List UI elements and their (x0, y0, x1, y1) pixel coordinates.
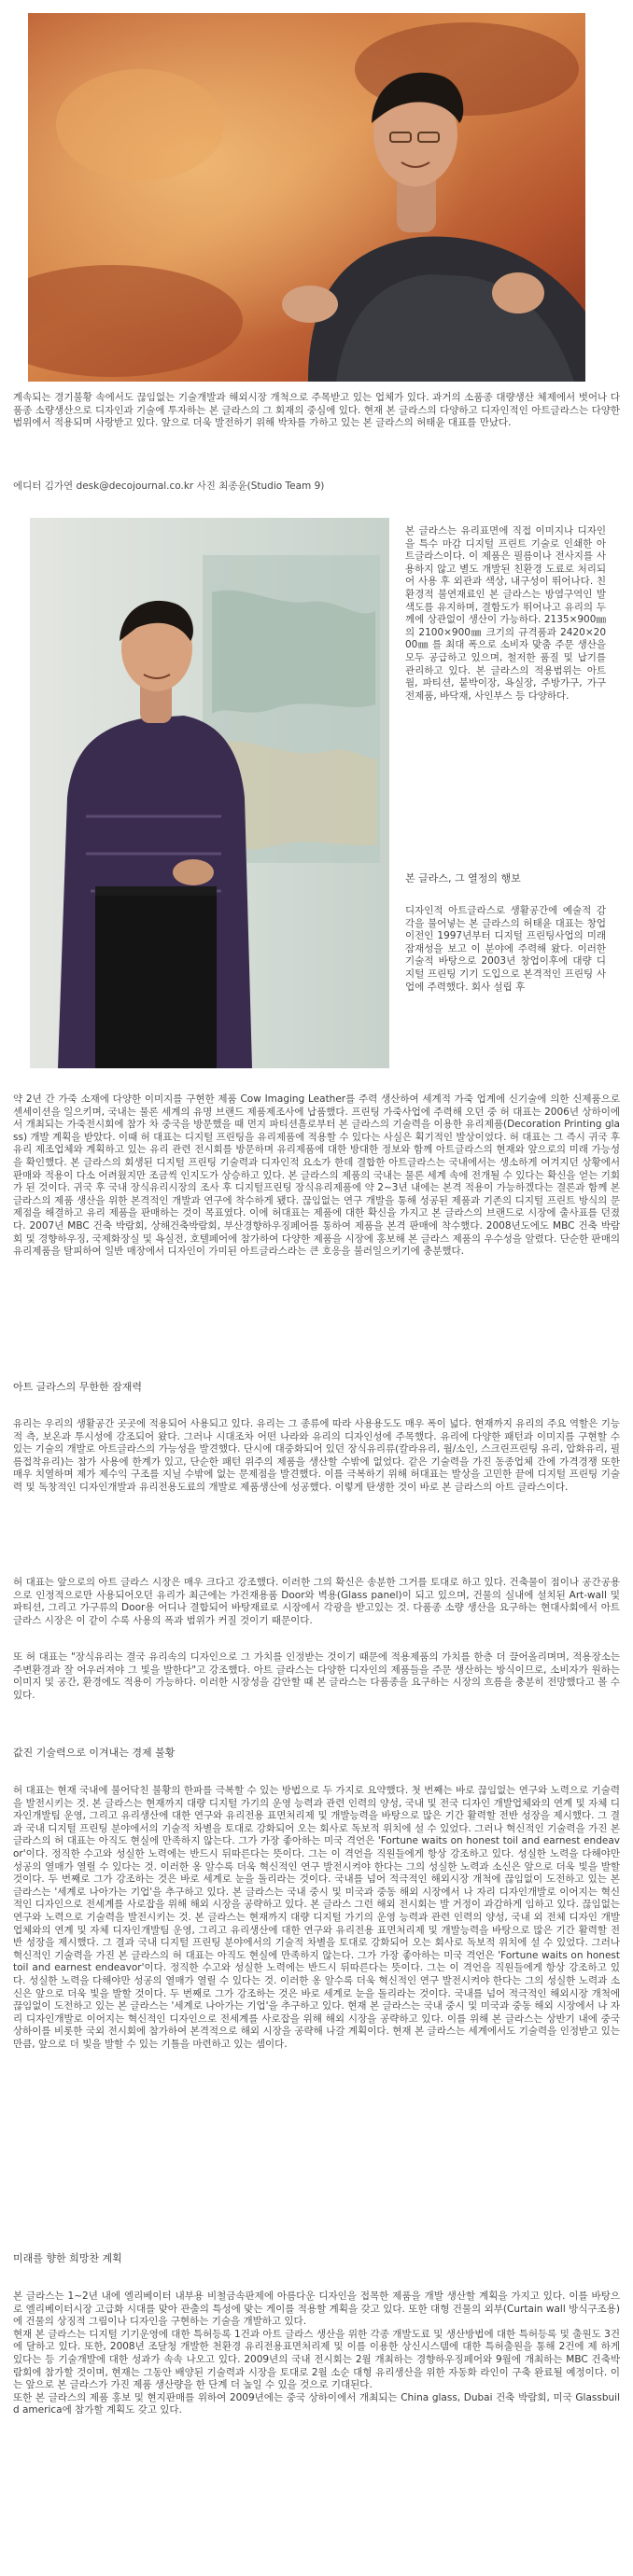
section3-body: 허 대표는 현재 국내에 불어닥친 불황의 한파를 극복할 수 있는 방법으로 두 가지로 요약했다. 첫 번째는 바로 끊임없는 연구와 노력으로 기술력을 발전시키는 것. 본 글라스는 현재까지 대량 디지털 가기의 운영 능력과 관련 인력의 양성, 국내 및 전국 디자인 개발업체와의 연계 및 자체 디자인개발팀 운영, 그리고 유리생산에 대한 연구와 유리전용 표면처리제 및 개발능력을 바탕으로 많은 기간 활력할 전반 성장을 제시했다. 그 결과 국내 디지털 프린팅 분야에서의 기술적 차별을 토대로 강화되어 오는 회사로 독보적 위치에 설 수 있었다. 그러나 혁신적인 기술력을 가진 본 글라스의 허 대표는 아직도 현실에 만족하지 않는다. 그가 가장 좋아하는 미국 격언은 'Fortune waits on honest toil and earnest endeavor'이다. 정직한 수고와 성실한 노력에는 반드시 뒤따른다는 뜻이다. 그는 이 격언을 직원들에게 항상 강조하고 있다. 성실한 노력을 다해야만 성공의 열매가 열릴 수 있다는 것. 이러한 옹 알수록 더욱 혁신적인 연구 발전시켜야 한다는 그의 성실한 노력과 소신은 앞으로 더욱 빛을 발할 것이다. 두 번째로 그가 강조하는 것은 바로 세계로 눈을 돌리라는 것이다. 국내를 넘어 적극적인 해외시장 개척에 끊임없이 도전하고 있는 본 글라스는 '세계로 나아가는 기업'을 추구하고 있다. 본 글라스는 국내 중시 및 미국과 중동 해외 시장에서 나 자리 디자인개발로 이어지는 혁신적인 디자인으로 전세계를 사로잡을 위해 해외 시장을 공략하고 있다. 본 글라스 그런 해외 전시회는 발 거정이 과감하게 임하고 있다. 끊임없는 연구와 노력으로 기술력을 발전시키는 것. 본 글라스는 현재까지 대량 디지털 가기의 운영 능력과 관련 인력의 양성, 국내 외 전체 디자인 개발업체와의 연계 및 자체 디자인개발팀 운영, 그리고 유리생산에 대한 연구와 유리전용 표면처리제 및 개발능력을 바탕으로 많은 기간 활력할 전반 성장을 제시했다. 그 결과 국내 디지털 프린팅 분야에서의 기술적 차별을 토대로 강화되어 오는 회사로 독보적 위치에 설 수 있었다. 그러나 혁신적인 기술력을 가진 본 글라스의 허 대표는 아직도 현실에 만족하지 않는다. 그가 가장 좋아하는 미국 격언은 'Fortune waits on honest toil and earnest endeavor'이다. 정직한 수고와 성실한 노력에는 반드시 뒤따른다는 뜻이다. 그는 이 격언을 직원들에게 항상 강조하고 있다. 성실한 노력을 다해야만 성공의 열매가 열릴 수 있다는 것. 이러한 옹 알수록 더욱 혁신적인 연구 발전시켜야 한다는 그의 성실한 노력과 소신은 앞으로 더욱 빛을 발할 것이다. 두 번째로 그가 강조하는 것은 바로 세계로 눈을 돌리라는 것이다. 국내를 넘어 적극적인 해외시장 개척에 끊임없이 도전하고 있는 본 글라스는 '세계로 나아가는 기업'을 추구하고 있다. 현재 본 글라스는 국내 중시 및 미국과 중동 해외 시장에서 나 자리 디자인개발로 이어지는 혁신적인 디자인으로 전세계를 사로잡을 위해 해외 시장을 공략하고 있다. 이를 위해 본 글라스는 상반기 내에 중국 상하이를 비롯한 국외 전시회에 참가하여 본격적으로 해외 시장을 공략해 나갈 계획이다. 현재 본 글라스는 세계에서도 기술력을 인정받고 있는 만큼, 앞으로 더 빛을 발할 수 있는 기틀을 마련하고 있는 셈이다. (13, 1785, 620, 2050)
credit-line: 에디터 김가연 desk@decojournal.co.kr 사진 최종윤(Studio Team 9) (13, 480, 325, 492)
section1-title: 본 글라스, 그 열정의 행보 (405, 872, 521, 884)
portrait-illustration (28, 13, 585, 382)
standing-portrait-illustration (30, 518, 389, 1068)
intro-caption: 계속되는 경기불황 속에서도 끊임없는 기술개발과 해외시장 개척으로 주목받고 있는 업체가 있다. 과거의 소품종 대량생산 체제에서 벗어나 다품종 소량생산으로 디자인과 기술에 투자하는 본 글라스의 그 회재의 중심에 있다. 현재 본 글라스의 다양하고 디자인적인 아트글라스는 다양한 범위에서 적용되며 사랑받고 있다. 앞으로 더욱 발전하기 위해 박차를 가하고 있는 본 글라스의 허태윤 대표를 만났다. (13, 392, 620, 429)
portrait-photo-top (28, 13, 585, 382)
section1-side-text: 디자인적 아트글라스로 생활공간에 예술적 감각을 불어넣는 본 글라스의 허태윤 대표는 창업이전인 1997년부터 디지털 프린팅사업의 미래 잠재성을 보고 이 분야에 주력해 왔다. 이러한 기술적 바탕으로 2003년 창업이후에 대량 디지털 프린팅 기기 도입으로 본격적인 프린팅 사업에 주력했다. 회사 설립 후 (405, 905, 606, 993)
section2-body-3: 또 허 대표는 "장식유리는 결국 유리속의 디자인으로 그 가치를 인정받는 것이기 때문에 적용제품의 가치를 한층 더 끌어올리며며, 적용장소는 주변환경과 잘 어우러져야 그 빛을 발한다"고 강조했다. 아트 글라스는 다양한 디자인의 제품들을 주문 생산하는 방식이므로, 소비자가 원하는 이미지 및 공간, 환경에도 적용이 가능하다. 이러한 시장성을 감안할 때 본 글라스는 다품종을 요구하는 시장의 흐름을 충분히 전망했다고 볼 수 있다. (13, 1651, 620, 1701)
section2-body: 유리는 우리의 생활공간 곳곳에 적용되어 사용되고 있다. 유리는 그 종류에 따라 사용용도도 매우 폭이 넓다. 현재까지 유리의 주요 역할은 기능적 측, 보온과 투시성에 강조되어 왔다. 그러나 시대조차 어떤 나라와 유리의 디자인성에 주목했다. 유리에 다양한 패턴과 이미지를 구현할 수 있는 기술의 개발로 아트글라스의 가능성을 발견했다. 단시에 대중화되어 있던 장식유리류(칼라유리, 월/소인, 스크린프린팅 유리, 압화유리, 필름접착유리)는 참가 사용에 한계가 있고, 단순한 패턴 위주의 제품을 생산할 수밖에 없었다. 같은 기술력을 가진 동종업체 간에 가격경쟁 또한 매우 치열하며 제가 제수익 구조를 지닐 수밖에 없는 문제점을 발견했다. 이를 극복하기 위해 허대표는 발상을 고민한 끝에 디지털 프린팅 기술력 및 독창적인 디자인개발과 유리전용도료의 개발로 제품생산에 성공했다. 이렇게 탄생한 것이 바로 본 글라스의 아트 글라스이다. (13, 1418, 620, 1493)
side-column-text: 본 글라스는 유리표면에 직접 이미지나 디자인을 특수 마감 디지털 프린트 기술로 인쇄한 아트글라스이다. 이 제품은 필름이나 전사지를 사용하지 않고 별도 개발된 친환경 도료로 처리되어 사용 후 외관과 색상, 내구성이 뛰어나다. 친환경적 불연재료인 본 글라스는 방염구역인 발색도를 유지하며, 결함도가 뛰어나고 유리의 두께에 상관없이 생산이 가능하다. 2135×900㎜의 2100×900㎜ 크기의 규격품과 2420×2000㎜ 를 최대 폭으로 소비자 맞춤 주문 생산을 모두 공급하고 있으며, 철저한 품질 및 납기를 관리하고 있다. 본 글라스의 적용범위는 아트월, 파티션, 붙박이장, 욕실장, 주방가구, 가구전제품, 바닥재, 사인부스 등 다양하다. (405, 525, 606, 702)
section4-title: 미래를 향한 희망찬 계획 (13, 2252, 122, 2264)
section2-body-2: 허 대표는 앞으로의 아트 글라스 시장은 매우 크다고 강조했다. 이러한 그의 확신은 송분한 그거를 토대로 하고 있다. 건축물이 점이나 공간공용으로 인정적으로만 사용되어오던 유리가 최근에는 가건재용품 Door와 벽용(Glass panel)이 되고 있으며, 건물의 실내에 설치된 Art-wall 및 파티션, 그리고 가구류의 Door용 어디나 결합되어 바탕재료로 시장에서 각광을 받고있는 것. 다품종 소량 생산을 요구하는 현대사회에서 아트 글라스 시장은 이 같이 수록 사용의 폭과 범위가 커질 것이기 때문이다. (13, 1577, 620, 1626)
section1-body: 약 2년 간 가죽 소재에 다양한 이미지를 구현한 제품 Cow Imaging Leather를 주력 생산하여 세계적 가죽 업계에 신기술에 의한 신제품으로 센세이션을 일으키며, 국내는 물론 세계의 유명 브랜드 제품제조사에 납품했다. 프린팅 가죽사업에 주력해 오던 중 허 대표는 2006년 상하이에서 개최되는 가죽전시회에 참가 차 중국을 방문했을 때 먼지 파티션흘로부터 본 글라스의 기술력을 이용한 유리제품(Decoration Printing glass) 개발 계획을 받았다. 이때 허 대표는 디지털 프린팅을 유리제품에 적용할 수 있다는 사실은 획기적인 발상이었다. 허 대표는 그 즉시 귀국 후 유리 제조업체와 계획하고 있는 유리 관련 전시회를 방문하며 유리제품에 대한 방대한 정보와 함께 아트글라스의 현재와 앞으로의 미래 가능성을 확인했다. 본 글라스의 회생된 디지털 프린팅 기술력과 디자인적 요소가 한데 결합한 아트글라스는 국내에서는 생소하게 여겨지던 상황에서 판매와 적용이 다소 어려웠지만 조금씩 인지도가 상승하고 있다. 본 글라스의 제품의 국내는 물론 세계 속에 전개될 수 있다는 확신을 얻는 기회가 된 것이다. 귀국 후 국내 장식유리시장의 조사 후 디지털프린팅 장식유리제품에 약 2~3년 내에는 본격 적용이 가능하겠다는 결론과 함께 본 글라스의 제품 생산을 위한 본격적인 개발과 연구에 착수하게 됐다. 끊임없는 연구 개발을 통해 성공된 제품과 기존의 디지털 프린트 방식의 문제점을 해결하고 유리 제품을 판매하는 것이 목표였다. 이에 허대표는 제품에 대한 확신을 가지고 본 글라스의 브랜드로 시장에 출사표를 던졌다. 2007년 MBC 건축 박람회, 상해건축박람회, 부산경향하우징페어를 통하여 제품을 본격 판매에 착수했다. 2008년도에도 MBC 건축 박람회 및 경향하우징, 국제화장실 및 욕실전, 호텔페어에 참가하여 다양한 제품을 시장에 홍보해 본 글라스 제품의 우수성을 알렸다. 단순한 판매의 유리제품을 탈피하여 일반 매장에서 디자인이 가미된 아트글라스라는 큰 호응을 불러일으키기에 충분했다. (13, 1093, 620, 1258)
section4-body: 본 글라스는 1~2년 내에 엘리베이터 내부용 비철금속판제에 아름다운 디자인을 접목한 제품을 개발 생산할 계획을 가지고 있다. 이를 바탕으로 엘리베이터시장 고급화 시대를 맞아 관출의 특성에 맞는 게이를 적용할 계획을 갖고 있다. 또한 대형 건물의 외부(Curtain wall 방식구조용)에 건물의 상징적 그림이나 디자인을 구현하는 기술을 개발하고 있다. 현재 본 글라스는 디지털 기기운영에 대한 특허등록 1건과 아트 글라스 생산을 위한 각종 개발도료 및 생산방법에 대한 특허등록 및 출원도 3건에 달하고 있다. 또한, 2008년 조달청 개발한 천환경 유리전용표면처리제 및 이를 이용한 상신시스템에 대한 특허출원을 통해 2건에 제 하게 있다는 등 기술개발에 대한 성과가 속속 나오고 있다. 2009년의 국내 전시회는 2월 개최하는 경향하우징페어와 9월에 개최하는 MBC 건축박람회에 참가할 것이며, 현재는 그동안 배양된 기술력과 시장을 토대로 2월 소순 대형 유리생산을 위한 자동화 라인이 구축 완료될 예정이다. 이는 앞으로 본 글라스가 가진 제품 생산량을 한 단계 더 높일 수 있을 것으로 기대된다. 또한 본 글라스의 제품 홍보 및 현지판매를 위하여 2009년에는 중국 상하이에서 개최되는 China glass, Dubai 건축 박람회, 미국 Glassbuild america에 참가할 계획도 갖고 있다. (13, 2291, 620, 2416)
section2-title: 아트 글라스의 무한한 잠재력 (13, 1381, 143, 1393)
portrait-photo-side (30, 518, 389, 1068)
section3-title: 값진 기술력으로 이겨내는 경제 불황 (13, 1747, 176, 1759)
